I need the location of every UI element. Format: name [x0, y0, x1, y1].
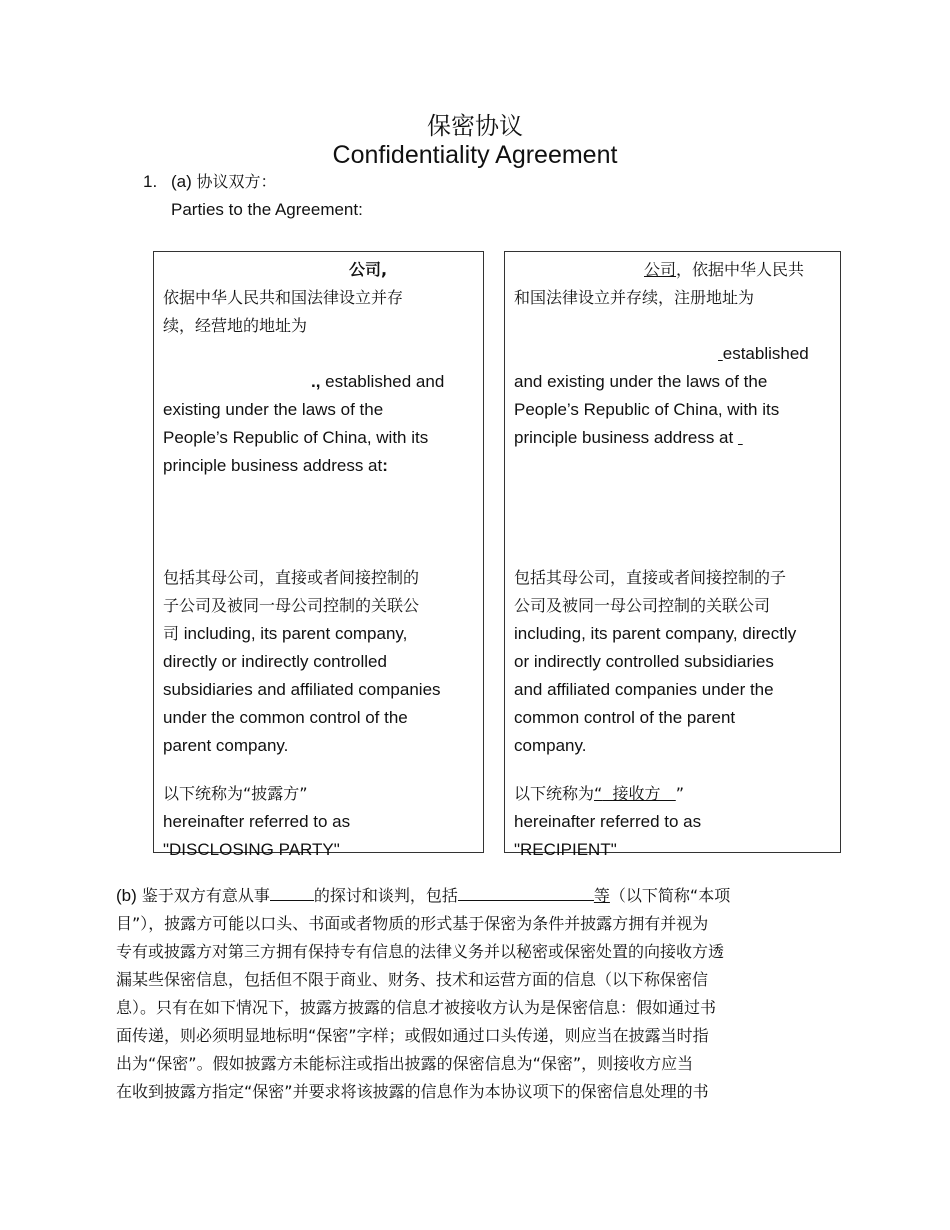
right-group-en-line2: or indirectly controlled subsidiaries: [514, 652, 774, 671]
left-group-en-line4: parent company.: [163, 736, 289, 755]
section-label: [171, 171, 277, 193]
section-b-line6: 面传递，则必须明显地标明“保密”字样；或假如通过口头传递，则应当在披露当时指: [116, 1026, 709, 1045]
project-scope-blank: [458, 882, 594, 901]
left-group-mixed-line: [163, 620, 474, 648]
left-en-line4-colon: :: [382, 456, 388, 475]
right-ref-cn-role: [594, 784, 676, 803]
right-en-line1: [514, 340, 831, 368]
section-b-text1: 鉴于双方有意从事: [136, 886, 270, 905]
section-b-line4: 漏某些保密信息，包括但不限于商业、财务、技术和运营方面的信息（以下称保密信: [116, 970, 709, 989]
right-cn-line1-rest: 依据中华人民共: [692, 260, 805, 279]
left-en-line2: existing under the laws of the: [163, 400, 384, 419]
section-label-english: Parties to the Agreement:: [171, 200, 363, 219]
right-en-line1-text: established: [722, 344, 809, 363]
right-en-line4-text: principle business address at: [514, 428, 734, 447]
right-en-line4: [514, 424, 831, 452]
left-en-line3: People’s Republic of China, with its: [163, 428, 429, 447]
section-b-line2: 目”），披露方可能以口头、书面或者物质的形式基于保密为条件并披露方拥有并视为: [116, 914, 709, 933]
left-group-en-line1: directly or indirectly controlled: [163, 652, 387, 671]
right-ref-quote-close: ”: [675, 784, 685, 803]
right-ref-role: "RECIPIENT": [514, 840, 617, 859]
right-group-en-line5: company.: [514, 736, 587, 755]
section-b-line3: 专有或披露方对第三方拥有保持专有信息的法律义务并以秘密或保密处置的向接收方透: [116, 942, 725, 961]
disclosing-party-box: [153, 251, 484, 859]
left-en-line1: [163, 368, 474, 396]
right-ref-role-cn: 接收方: [612, 784, 661, 803]
right-company-line: [514, 256, 831, 284]
right-en-line2: and existing under the laws of the: [514, 372, 768, 391]
right-ref-en: hereinafter referred to as: [514, 812, 702, 831]
right-company-comma: ，: [676, 260, 693, 279]
section-label-prefix: (a): [171, 172, 192, 191]
right-en-line3: People’s Republic of China, with its: [514, 400, 780, 419]
title-english: Confidentiality Agreement: [332, 141, 618, 169]
left-en-mark: .,: [311, 372, 321, 391]
right-group-en-line4: common control of the parent: [514, 708, 736, 727]
left-ref-cn: 以下统称为“披露方”: [163, 784, 308, 803]
left-group-mixed-en: including, its parent company,: [179, 624, 408, 643]
left-group-cn-line2: 子公司及被同一母公司控制的关联公: [163, 596, 420, 615]
section-b-text3: 等: [593, 886, 610, 905]
left-company-line: 公司,: [349, 260, 388, 279]
section-b-text2: 的探讨和谈判，包括: [313, 886, 458, 905]
left-group-cn-line1: 包括其母公司，直接或者间接控制的: [163, 568, 420, 587]
left-en-line4: [163, 452, 474, 480]
right-ref-cn-prefix: 以下统称为: [514, 784, 595, 803]
right-ref-cn: [514, 780, 831, 808]
recipient-party-box: [504, 251, 841, 859]
right-company: 公司: [644, 260, 677, 279]
right-group-en-line1: including, its parent company, directly: [514, 624, 797, 643]
section-number: 1.: [143, 172, 158, 191]
section-b-text4: （以下简称“本项: [609, 886, 731, 905]
section-b-line1: [116, 882, 828, 910]
section-b-line5: 息）。只有在如下情况下，披露方披露的信息才被接收方认为是保密信息：假如通过书: [116, 998, 717, 1017]
left-group-en-line2: subsidiaries and affiliated companies: [163, 680, 441, 699]
right-address-blank: [738, 428, 743, 447]
section-b-line8: 在收到披露方指定“保密”并要求将该披露的信息作为本协议项下的保密信息处理的书: [116, 1082, 709, 1101]
left-group-en-line3: under the common control of the: [163, 708, 408, 727]
section-b-line7: 出为“保密”。假如披露方未能标注或指出披露的保密信息为“保密”，则接收方应当: [116, 1054, 694, 1073]
left-group-mixed-cn: 司: [163, 624, 180, 643]
right-cn-line2: 和国法律设立并存续，注册地址为: [514, 288, 755, 307]
right-group-en-line3: and affiliated companies under the: [514, 680, 774, 699]
left-cn-line2: 续，经营地的地址为: [163, 316, 308, 335]
title-chinese: 保密协议: [427, 112, 523, 140]
left-en-line1-rest: established and: [320, 372, 445, 391]
section-b-prefix: (b): [116, 886, 137, 905]
right-group-cn-line2: 公司及被同一母公司控制的关联公司: [514, 596, 771, 615]
left-ref-en: hereinafter referred to as: [163, 812, 351, 831]
right-group-cn-line1: 包括其母公司，直接或者间接控制的子: [514, 568, 787, 587]
left-en-line4-text: principle business address at: [163, 456, 383, 475]
section-b-paragraph: [116, 882, 828, 1106]
project-name-blank: [270, 882, 314, 901]
right-ref-quote-open: “: [594, 784, 603, 803]
section-label-chinese: 协议双方：: [196, 172, 277, 191]
left-ref-role: "DISCLOSING PARTY": [163, 840, 340, 859]
left-cn-line1: 依据中华人民共和国法律设立并存: [163, 288, 404, 307]
